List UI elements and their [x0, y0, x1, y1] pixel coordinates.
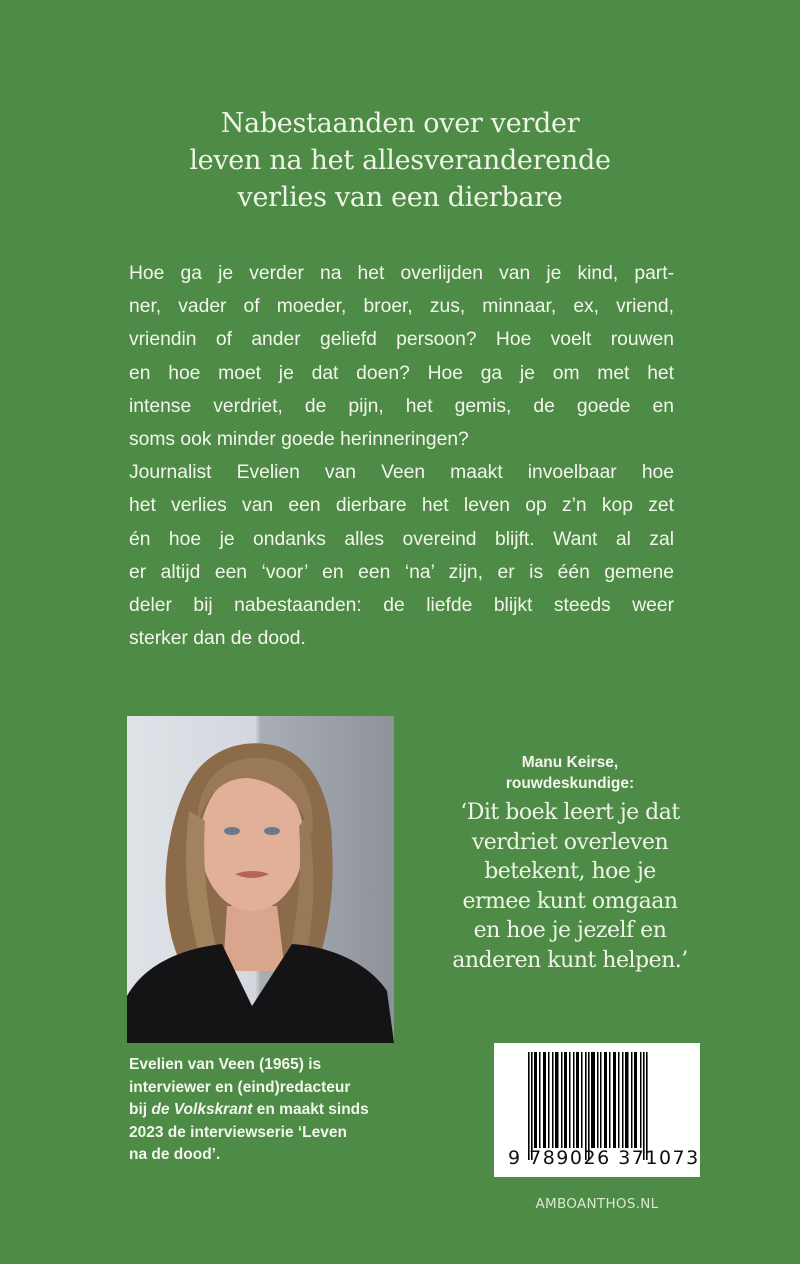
author-portrait-illustration [127, 716, 394, 1043]
blurb-line: deler bij nabestaanden: de liefde blijkt steeds weer [129, 595, 674, 617]
blurb-line: én hoe je ondanks alles overeind blijft. Want al zal [129, 528, 674, 550]
quote-line: en hoe je jezelf en [473, 918, 667, 943]
isbn-barcode [494, 1043, 700, 1177]
quote-line: verdriet overleven [471, 829, 669, 855]
headline-line-2: leven na het allesveranderende [189, 145, 611, 176]
blurb-line: soms ook minder goede herinneringen? [129, 429, 469, 451]
newspaper-name: de Volkskrant [151, 1101, 253, 1118]
blurb-line: ner, vader of moeder, broer, zus, minnaar, ex, vriend, [129, 296, 674, 318]
quote-line: ermee kunt omgaan [462, 888, 678, 914]
quote-line: betekent, hoe je [484, 859, 656, 884]
bio-text: en maakt sinds [252, 1101, 369, 1118]
blurb-line: er altijd een ‘voor’ en een ‘na’ zijn, er is één gemene [129, 561, 674, 583]
isbn-number: 9 789026 371073 [508, 1147, 700, 1169]
quote-author: Manu Keirse, [521, 754, 619, 771]
endorsement-quote [420, 752, 720, 975]
blurb-line: vriendin of ander geliefd persoon? Hoe voelt rouwen [129, 329, 674, 351]
quote-line: ‘Dit boek leert je dat [460, 800, 680, 825]
quote-author-role: rouwdeskundige: [505, 775, 635, 792]
quote-text [420, 798, 720, 975]
bio-line [129, 1099, 429, 1122]
blurb-line: intense verdriet, de pijn, het gemis, de goede en [129, 395, 674, 417]
bio-text: bij [129, 1101, 152, 1118]
bio-line: 2023 de interviewserie ‘Leven [129, 1123, 347, 1141]
author-bio [129, 1054, 429, 1167]
blurb-line: Hoe ga je verder na het overlijden van je kind, part- [129, 263, 674, 284]
blurb-line: het verlies van een dierbare het leven op z’n kop zet [129, 495, 674, 517]
blurb-line: en hoe moet je dat doen? Hoe ga je om met het [129, 362, 674, 384]
author-photo [127, 716, 394, 1043]
blurb-line: Journalist Evelien van Veen maakt invoelbaar hoe [129, 462, 674, 484]
bio-line: interviewer en (eind)redacteur [129, 1078, 351, 1096]
quote-attribution [420, 752, 720, 794]
publisher-website: AMBOANTHOS.NL [535, 1196, 659, 1212]
quote-line: anderen kunt helpen.’ [452, 947, 688, 973]
headline-line-3: verlies van een dierbare [237, 182, 563, 213]
blurb-line: sterker dan de dood. [129, 628, 306, 650]
book-blurb [129, 257, 674, 655]
bio-line: na de dood’. [129, 1146, 221, 1163]
back-cover-headline [150, 105, 650, 216]
bio-line: Evelien van Veen (1965) is [129, 1056, 322, 1073]
headline-line-1: Nabestaanden over verder [220, 108, 580, 139]
